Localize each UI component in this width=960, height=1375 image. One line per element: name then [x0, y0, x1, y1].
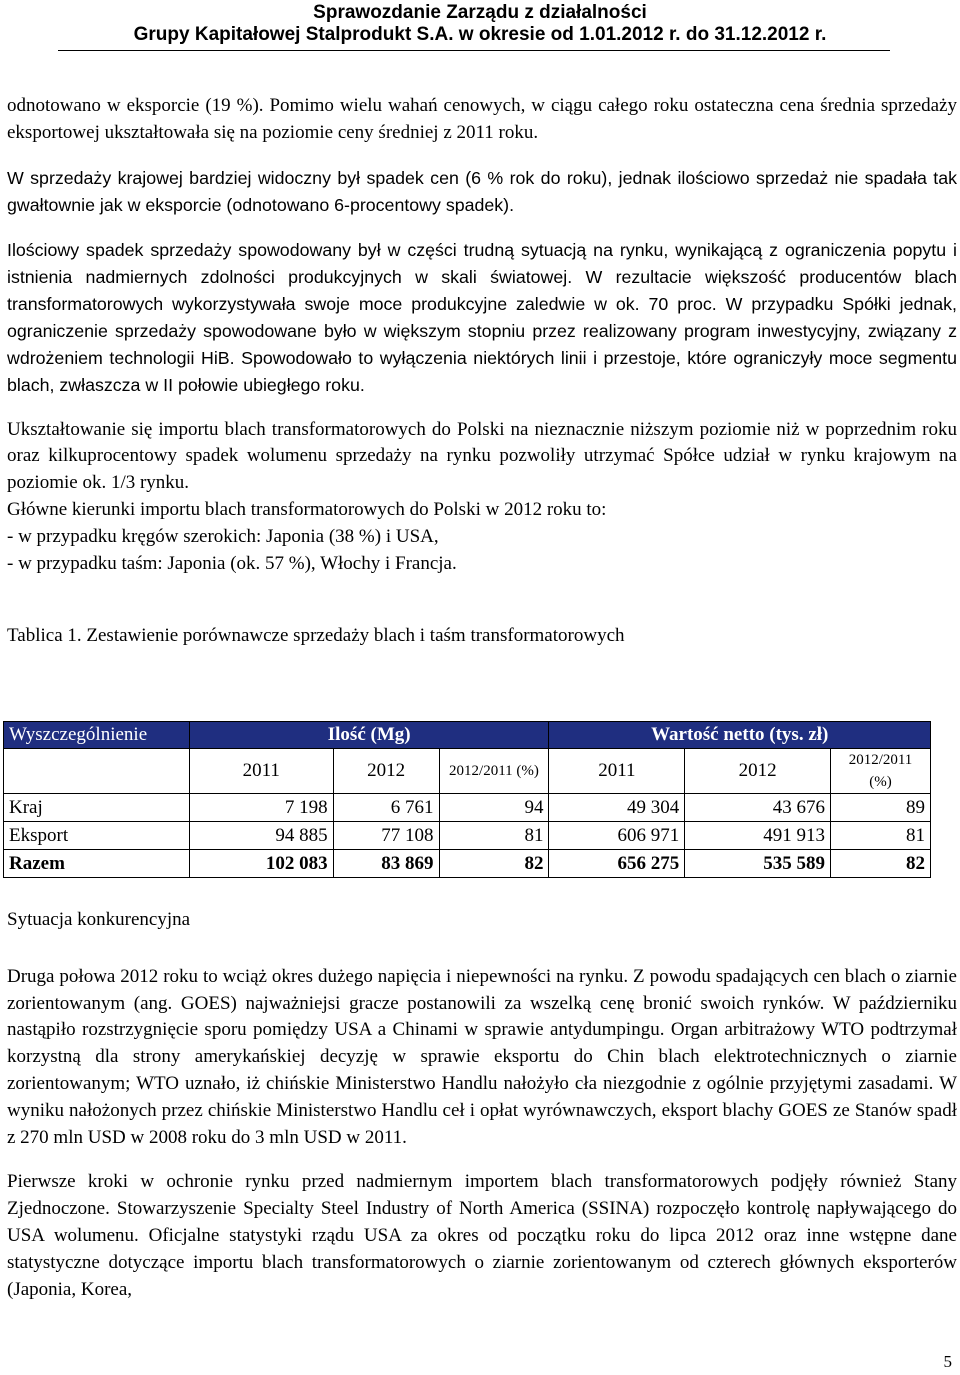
table-title: Tablica 1. Zestawienie porównawcze sprzedaży blach i taśm transformatorowych	[7, 625, 625, 647]
body-text	[7, 93, 957, 650]
year-header: 2012	[333, 749, 439, 794]
list-item-strips: - w przypadku taśm: Japonia (ok. 57 %), Włochy i Francja.	[7, 552, 457, 574]
table-cell: 43 676	[685, 794, 831, 822]
row-label: Kraj	[4, 794, 190, 822]
table-cell: 81	[439, 822, 549, 850]
table-row	[4, 822, 931, 850]
header-title: Sprawozdanie Zarządu z działalności	[313, 2, 647, 23]
column-group-value: Wartość netto (tys. zł)	[549, 722, 931, 749]
page-header	[0, 0, 960, 56]
paragraph-import-directions: Główne kierunki importu blach transformatorowych do Polski w 2012 roku to:	[7, 498, 607, 520]
list-item-coils: - w przypadku kręgów szerokich: Japonia (38 %) i USA,	[7, 525, 439, 547]
column-group-quantity: Ilość (Mg)	[189, 722, 549, 749]
table-cell: 89	[831, 794, 931, 822]
row-label: Eksport	[4, 822, 190, 850]
table-row	[4, 794, 931, 822]
sales-comparison-table	[3, 721, 931, 878]
table-cell: 81	[831, 822, 931, 850]
table-years-row	[4, 749, 931, 794]
header-rule	[58, 50, 890, 51]
table-cell: 7 198	[189, 794, 333, 822]
table-row-total	[4, 850, 931, 878]
header-subtitle: Grupy Kapitałowej Stalprodukt S.A. w okresie od 1.01.2012 r. do 31.12.2012 r.	[133, 24, 827, 45]
table-cell: 49 304	[549, 794, 685, 822]
table-cell: 656 275	[549, 850, 685, 878]
table-cell: 606 971	[549, 822, 685, 850]
table-cell: 82	[831, 850, 931, 878]
paragraph-us-protection: Pierwsze kroki w ochronie rynku przed nadmiernym importem blach transformatorowych podjęły również Stany Zjednoczone. Stowarzyszenie Specialty Steel Industry of North America (SSINA) rozpoczęło kontrolę napływającego do USA wolumenu. Oficjalne statystyki rządu USA za okres od początku roku do lipca 2012 oraz inne wstępne dane statystyczne dotyczące importu blach transformatorowych o ziarnie zorientowanym od czterech głównych eksporterów (Japonia, Korea,	[7, 1171, 957, 1300]
column-header-item: Wyszczególnienie	[4, 722, 190, 749]
table-cell: 94 885	[189, 822, 333, 850]
year-header: 2012	[685, 749, 831, 794]
year-header: 2011	[549, 749, 685, 794]
page-number: 5	[943, 1352, 952, 1371]
table-cell: 77 108	[333, 822, 439, 850]
row-label: Razem	[4, 850, 190, 878]
ratio-header: 2012/2011 (%)	[831, 749, 931, 794]
empty-cell	[4, 749, 190, 794]
table-cell: 82	[439, 850, 549, 878]
paragraph-market-tension: Druga połowa 2012 roku to wciąż okres dużego napięcia i niepewności na rynku. Z powodu spadających cen blach o ziarnie zorientowanym (ang. GOES) najważniejsi gracze postanowili za wszelką cenę bronić swoich rynków. W październiku nastąpiło rozstrzygnięcie sporu pomiędzy USA a Chinami w sprawie antydumpingu. Organ arbitrażowy WTO podtrzymał korzystną dla strony amerykańskiej decyzję w sprawie eksportu do Chin blach elektrotechnicznych o ziarnie zorientowanym; WTO uznało, iż chińskie Ministerstwo Handlu nałożyło cła niezgodnie z ogólnie przyjętymi zasadami. W wyniku nałożonych przez chińskie Ministerstwo Handlu ceł i opłat wyrównawczych, eksport blachy GOES ze Stanów spadł z 270 mln USD w 2008 roku do 3 mln USD w 2011.	[7, 965, 957, 1148]
section-title: Sytuacja konkurencyjna	[7, 909, 191, 930]
paragraph-import: Ukształtowanie się importu blach transformatorowych do Polski na nieznacznie niższym poziomie niż w poprzednim roku oraz kilkuprocentowy spadek wolumenu sprzedaży na rynku pozwoliły utrzymać Spółce udział w rynku krajowym na poziomie ok. 1/3 rynku.	[7, 418, 957, 494]
table-header-row	[4, 722, 931, 749]
paragraph-sales-decline: Ilościowy spadek sprzedaży spowodowany był w części trudną sytuacją na rynku, wynikającą z ograniczenia popytu i istnienia nadmiernych zdolności produkcyjnych w skali światowej. W rezultacie większość producentów blach transformatorowych wykorzystywała swoje moce produkcyjne zaledwie w ok. 70 proc. W przypadku Spółki jednak, ograniczenie sprzedaży spowodowane było w większym stopniu przez realizowany program inwestycyjny, związany z wdrożeniem technologii HiB. Spowodowało to wyłączenia niektórych linii i przestoje, które ograniczyły moce segmentu blach, zwłaszcza w II połowie ubiegłego roku.	[7, 239, 957, 395]
table-cell: 94	[439, 794, 549, 822]
table-cell: 83 869	[333, 850, 439, 878]
table-cell: 6 761	[333, 794, 439, 822]
year-header: 2011	[189, 749, 333, 794]
table-cell: 535 589	[685, 850, 831, 878]
body-text-continued	[7, 907, 957, 1303]
table-cell: 102 083	[189, 850, 333, 878]
paragraph-domestic-sales: W sprzedaży krajowej bardziej widoczny był spadek cen (6 % rok do roku), jednak ilościowo sprzedaż nie spadała tak gwałtownie jak w eksporcie (odnotowano 6-procentowy spadek).	[7, 167, 957, 215]
paragraph-export-price: odnotowano w eksporcie (19 %). Pomimo wielu wahań cenowych, w ciągu całego roku ostateczna cena średnia sprzedaży eksportowej ukształtowała się na poziomie ceny średniej z 2011 roku.	[7, 95, 957, 143]
ratio-header: 2012/2011 (%)	[439, 749, 549, 794]
table-cell: 491 913	[685, 822, 831, 850]
